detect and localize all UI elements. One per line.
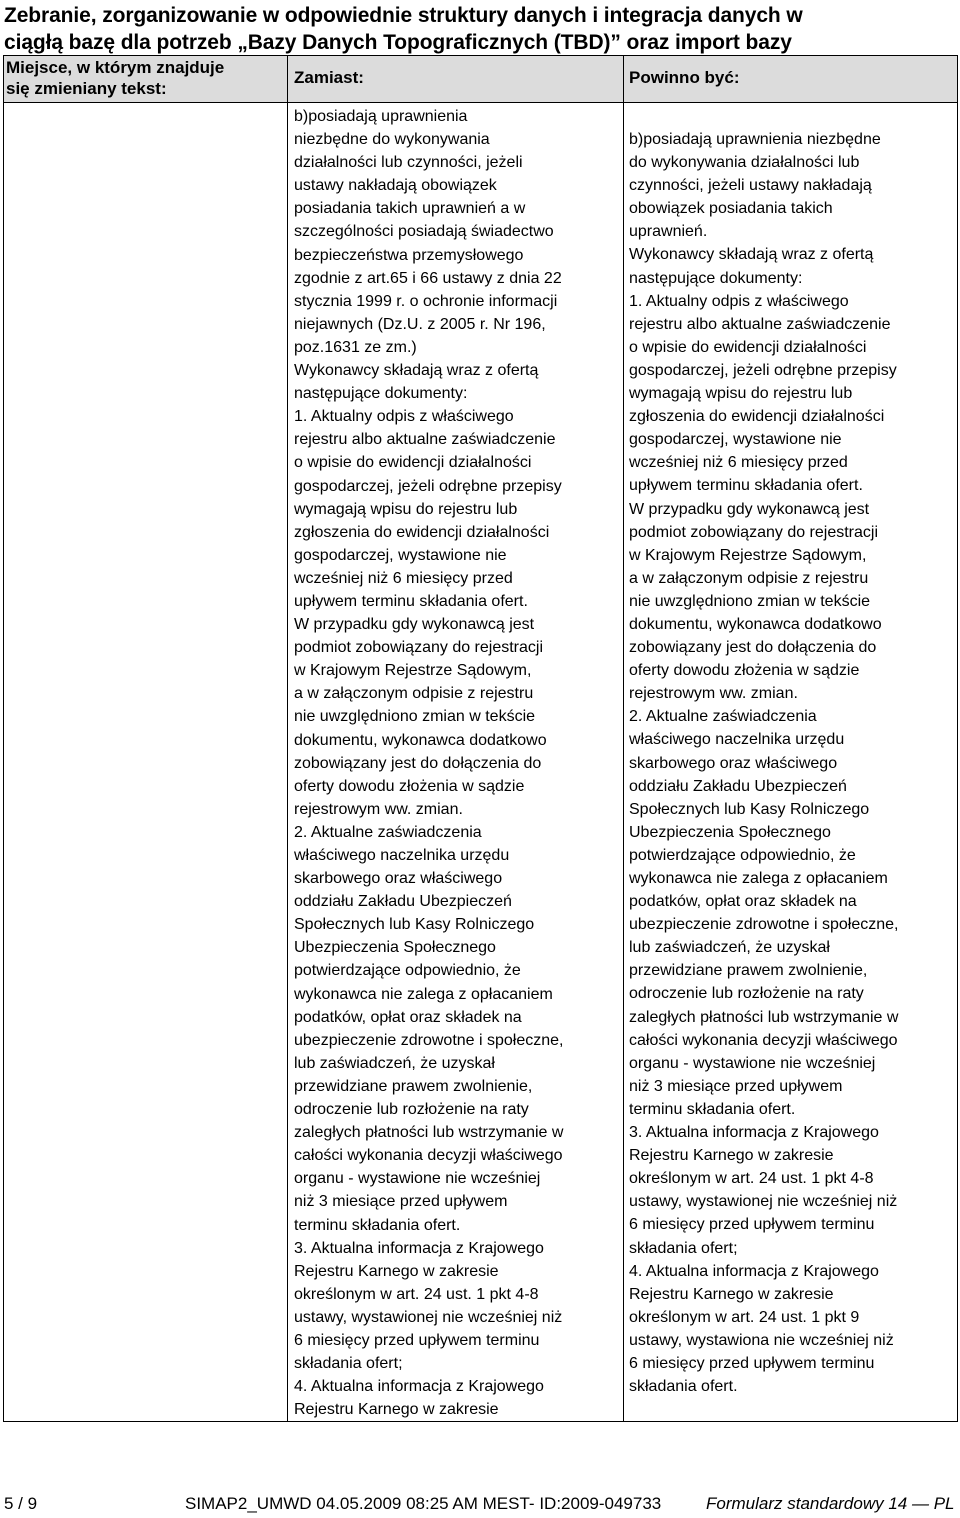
column-divider: [623, 56, 624, 1421]
change-table: [3, 55, 958, 1422]
table-header-row: [4, 56, 957, 103]
page-footer: [0, 1494, 960, 1518]
form-name: Formularz standardowy 14 — PL: [706, 1494, 955, 1513]
should-be-text-cell: b)posiadają uprawnienia niezbędne do wykonywania działalności lub czynności, jeżeli ustawy nakładają obowiązek posiadania takich uprawnień. Wykonawcy składają wraz z ofertą następujące dokumenty: 1. Aktualny odpis z właściwego rejestru albo aktualne zaświadczenie o wpisie do ewidencji działalności gospodarczej, jeżeli odrębne przepisy wymagają wpisu do rejestru lub zgłoszenia do ewidencji działalności gospodarczej, wystawione nie wcześniej niż 6 miesięcy przed upływem terminu składania ofert. W przypadku gdy wykonawcą jest podmiot zobowiązany do rejestracji w Krajowym Rejestrze Sądowym, a w załączonym odpisie z rejestru nie uwzględniono zmian w tekście dokumentu, wykonawca dodatkowo zobowiązany jest do dołączenia do oferty dowodu złożenia w sądzie rejestrowym ww. zmian. 2. Aktualne zaświadczenia właściwego naczelnika urzędu skarbowego oraz właściwego oddziału Zakładu Ubezpieczeń Społecznych lub Kasy Rolniczego Ubezpieczenia Społecznego potwierdzające odpowiednio, że wykonawca nie zalega z opłacaniem podatków, opłat oraz składek na ubezpieczenie zdrowotne i społeczne, lub zaświadczeń, że uzyskał przewidziane prawem zwolnienie, odroczenie lub rozłożenie na raty zaległych płatności lub wstrzymanie w całości wykonania decyzji właściwego organu - wystawione nie wcześniej niż 3 miesiące przed upływem terminu składania ofert. 3. Aktualna informacja z Krajowego Rejestru Karnego w zakresie określonym w art. 24 ust. 1 pkt 4-8 ustawy, wystawionej nie wcześniej niż 6 miesięcy przed upływem terminu składania ofert; 4. Aktualna informacja z Krajowego Rejestru Karnego w zakresie określonym w art. 24 ust. 1 pkt 9 ustawy, wystawiona nie wcześniej niż 6 miesięcy przed upływem terminu składania ofert.: [629, 131, 899, 1396]
document-title: Zebranie, zorganizowanie w odpowiednie struktury danych i integracja danych w ciągłą bazę dla potrzeb „Bazy Danych Topograficznych (TBD)” oraz import bazy: [4, 4, 803, 54]
header-instead: Zamiast:: [294, 68, 364, 87]
header-should-be: Powinno być:: [629, 68, 740, 87]
document-id: SIMAP2_UMWD 04.05.2009 08:25 AM MEST- ID:2009-049733: [185, 1494, 662, 1513]
page-number: 5 / 9: [4, 1494, 38, 1513]
column-divider: [287, 56, 288, 1421]
instead-text-cell: b)posiadają uprawnienia niezbędne do wykonywania działalności lub czynności, jeżeli ustawy nakładają obowiązek posiadania takich uprawnień a w szczególności posiadają świadectwo bezpieczeństwa przemysłowego zgodnie z art.65 i 66 ustawy z dnia 22 stycznia 1999 r. o ochronie informacji niejawnych (Dz.U. z 2005 r. Nr 196, poz.1631 ze zm.) Wykonawcy składają wraz z ofertą następujące dokumenty: 1. Aktualny odpis z właściwego rejestru albo aktualne zaświadczenie o wpisie do ewidencji działalności gospodarczej, jeżeli odrębne przepisy wymagają wpisu do rejestru lub zgłoszenia do ewidencji działalności gospodarczej, wystawione nie wcześniej niż 6 miesięcy przed upływem terminu składania ofert. W przypadku gdy wykonawcą jest podmiot zobowiązany do rejestracji w Krajowym Rejestrze Sądowym, a w załączonym odpisie z rejestru nie uwzględniono zmian w tekście dokumentu, wykonawca dodatkowo zobowiązany jest do dołączenia do oferty dowodu złożenia w sądzie rejestrowym ww. zmian. 2. Aktualne zaświadczenia właściwego naczelnika urzędu skarbowego oraz właściwego oddziału Zakładu Ubezpieczeń Społecznych lub Kasy Rolniczego Ubezpieczenia Społecznego potwierdzające odpowiednio, że wykonawca nie zalega z opłacaniem podatków, opłat oraz składek na ubezpieczenie zdrowotne i społeczne, lub zaświadczeń, że uzyskał przewidziane prawem zwolnienie, odroczenie lub rozłożenie na raty zaległych płatności lub wstrzymanie w całości wykonania decyzji właściwego organu - wystawione nie wcześniej niż 3 miesiące przed upływem terminu składania ofert. 3. Aktualna informacja z Krajowego Rejestru Karnego w zakresie określonym w art. 24 ust. 1 pkt 4-8 ustawy, wystawionej nie wcześniej niż 6 miesięcy przed upływem terminu składania ofert; 4. Aktualna informacja z Krajowego Rejestru Karnego w zakresie: [294, 108, 564, 1419]
header-location: Miejsce, w którym znajduje się zmieniany tekst:: [6, 58, 225, 98]
